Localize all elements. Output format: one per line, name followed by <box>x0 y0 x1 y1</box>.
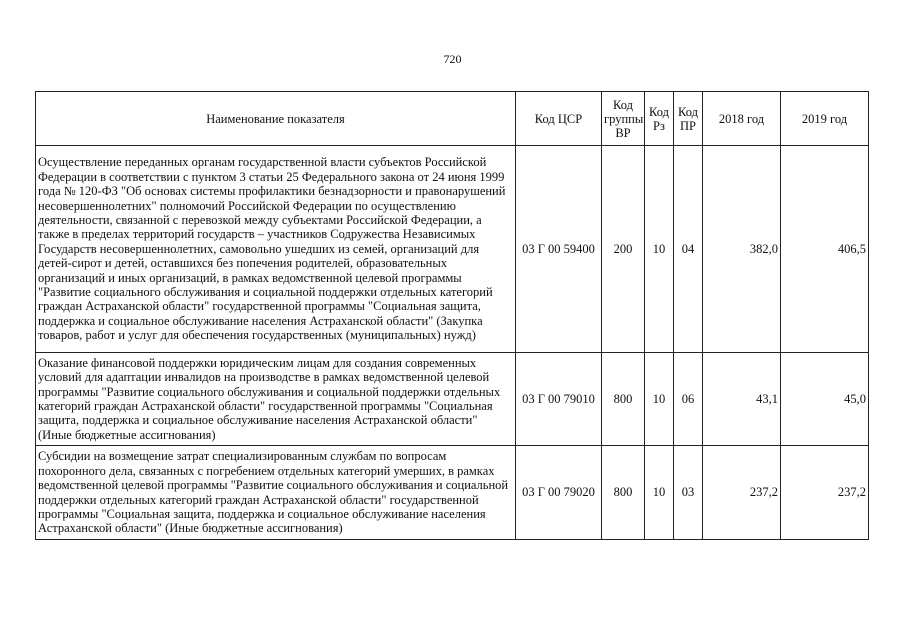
row-csr: 03 Г 00 79010 <box>516 353 602 446</box>
row-rz: 10 <box>645 353 674 446</box>
row-2019: 406,5 <box>781 146 869 353</box>
header-csr: Код ЦСР <box>516 92 602 146</box>
row-vr: 800 <box>602 446 645 540</box>
page-number: 720 <box>443 52 462 66</box>
row-pr: 06 <box>674 353 703 446</box>
row-2018: 382,0 <box>703 146 781 353</box>
header-2019: 2019 год <box>781 92 869 146</box>
header-2018: 2018 год <box>703 92 781 146</box>
row-2019: 45,0 <box>781 353 869 446</box>
table-row <box>36 146 869 353</box>
row-2018: 237,2 <box>703 446 781 540</box>
header-rz: Код Рз <box>645 92 674 146</box>
row-name: Оказание финансовой поддержки юридическим лицам для создания современных условий для адаптации инвалидов на производстве в рамках ведомственной целевой программы "Развитие социального обслуживания и социальной поддержки отдельных категорий граждан Астраханской области" государственной программы "Социальная защита, поддержка и социальное обслуживание населения Астраханской области" (Иные бюджетные ассигнования) <box>36 353 516 446</box>
row-vr: 200 <box>602 146 645 353</box>
row-2018: 43,1 <box>703 353 781 446</box>
row-name: Осуществление переданных органам государственной власти субъектов Российской Федерации в соответствии с пунктом 3 статьи 25 Федерального закона от 24 июня 1999 года № 120-ФЗ "Об основах системы профилактики безнадзорности и правонарушений несовершеннолетних" полномочий Российской Федерации по осуществлению деятельности, связанной с перевозкой между субъектами Российской Федерации, а также в пределах территорий государств – участников Содружества Независимых Государств несовершеннолетних, самовольно ушедших из семей, организаций для детей-сирот и детей, оставшихся без попечения родителей, образовательных организаций и иных организаций, в рамках ведомственной целевой программы "Развитие социального обслуживания и социальной поддержки отдельных категорий граждан Астраханской области" государственной программы "Социальная защита, поддержка и социальное обслуживание населения Астраханской области" (Закупка товаров, работ и услуг для обеспечения государственных (муниципальных) нужд) <box>36 146 516 353</box>
header-vr: Код группы ВР <box>602 92 645 146</box>
header-name: Наименование показателя <box>36 92 516 146</box>
table-row <box>36 353 869 446</box>
row-rz: 10 <box>645 146 674 353</box>
table-header-row <box>36 92 869 146</box>
row-name: Субсидии на возмещение затрат специализированным службам по вопросам похоронного дела, связанных с погребением отдельных категорий умерших, в рамках ведомственной целевой программы "Развитие социального обслуживания и социальной поддержки отдельных категорий граждан Астраханской области" государственной программы "Социальная защита, поддержка и социальное обслуживание населения Астраханской области" (Иные бюджетные ассигнования) <box>36 446 516 540</box>
row-pr: 04 <box>674 146 703 353</box>
row-pr: 03 <box>674 446 703 540</box>
row-2019: 237,2 <box>781 446 869 540</box>
row-rz: 10 <box>645 446 674 540</box>
row-csr: 03 Г 00 79020 <box>516 446 602 540</box>
row-vr: 800 <box>602 353 645 446</box>
table-row <box>36 446 869 540</box>
header-pr: Код ПР <box>674 92 703 146</box>
row-csr: 03 Г 00 59400 <box>516 146 602 353</box>
budget-table <box>35 91 869 540</box>
